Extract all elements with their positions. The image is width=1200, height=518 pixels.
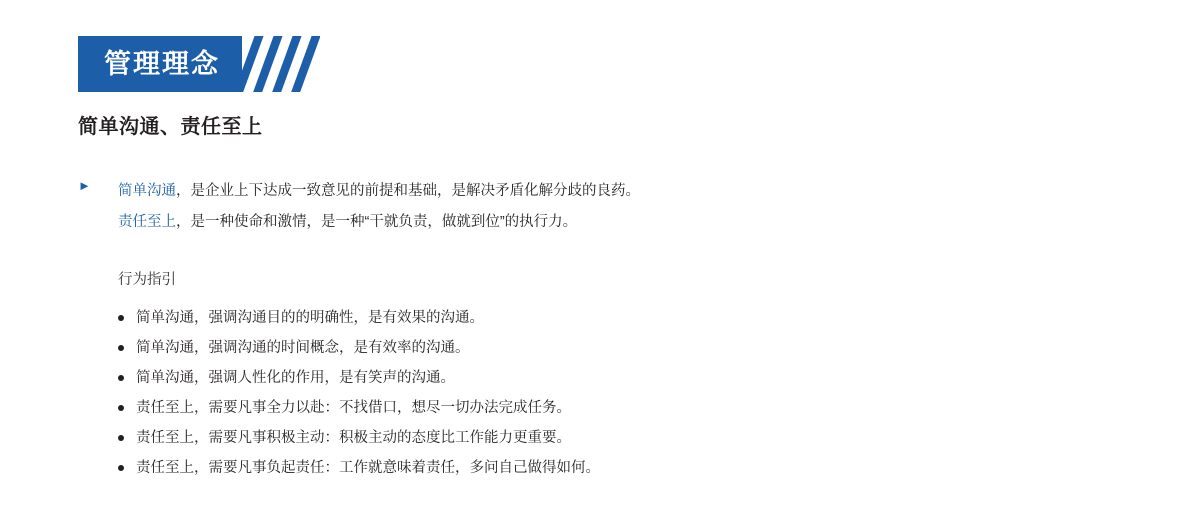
section-header-banner (78, 36, 320, 92)
list-item-text: 责任至上，需要凡事负起责任：工作就意味着责任，多问自己做得如何。 (136, 460, 600, 476)
guide-section (118, 268, 1118, 483)
section-title: 管理理念 (78, 36, 242, 92)
lead-line-2 (118, 207, 1118, 238)
bullet-icon (118, 465, 124, 471)
bullet-icon (118, 435, 124, 441)
lead-line-1 (118, 176, 1118, 207)
list-item-text: 简单沟通，强调人性化的作用，是有笑声的沟通。 (136, 370, 455, 386)
list-item (118, 393, 1118, 423)
bullet-icon (118, 405, 124, 411)
stripes-decoration-icon (242, 36, 320, 92)
list-item-text: 简单沟通，强调沟通目的的明确性，是有效果的沟通。 (136, 310, 484, 326)
lead-line-2-rest: ，是一种使命和激情，是一种“干就负责，做就到位”的执行力。 (176, 214, 578, 230)
list-item (118, 303, 1118, 333)
list-item-text: 简单沟通，强调沟通的时间概念，是有效率的沟通。 (136, 340, 470, 356)
lead-line-2-highlight: 责任至上 (118, 214, 176, 230)
bullet-icon (118, 375, 124, 381)
bullet-icon (118, 315, 124, 321)
guide-title: 行为指引 (118, 272, 176, 288)
lead-paragraph-row (78, 176, 1118, 238)
list-item-text: 责任至上，需要凡事积极主动：积极主动的态度比工作能力更重要。 (136, 430, 571, 446)
lead-paragraph (118, 176, 1118, 238)
bullet-icon (118, 345, 124, 351)
lead-line-1-rest: ，是企业上下达成一致意见的前提和基础，是解决矛盾化解分歧的良药。 (176, 183, 640, 199)
list-item (118, 363, 1118, 393)
content-body (78, 176, 1118, 483)
lead-line-1-highlight: 简单沟通 (118, 183, 176, 199)
guide-list (118, 303, 1118, 483)
page-subtitle: 简单沟通、责任至上 (78, 116, 263, 138)
list-item (118, 453, 1118, 483)
list-item (118, 333, 1118, 363)
list-item (118, 423, 1118, 453)
list-item-text: 责任至上，需要凡事全力以赴：不找借口，想尽一切办法完成任务。 (136, 400, 571, 416)
triangle-right-icon: ► (78, 178, 91, 193)
